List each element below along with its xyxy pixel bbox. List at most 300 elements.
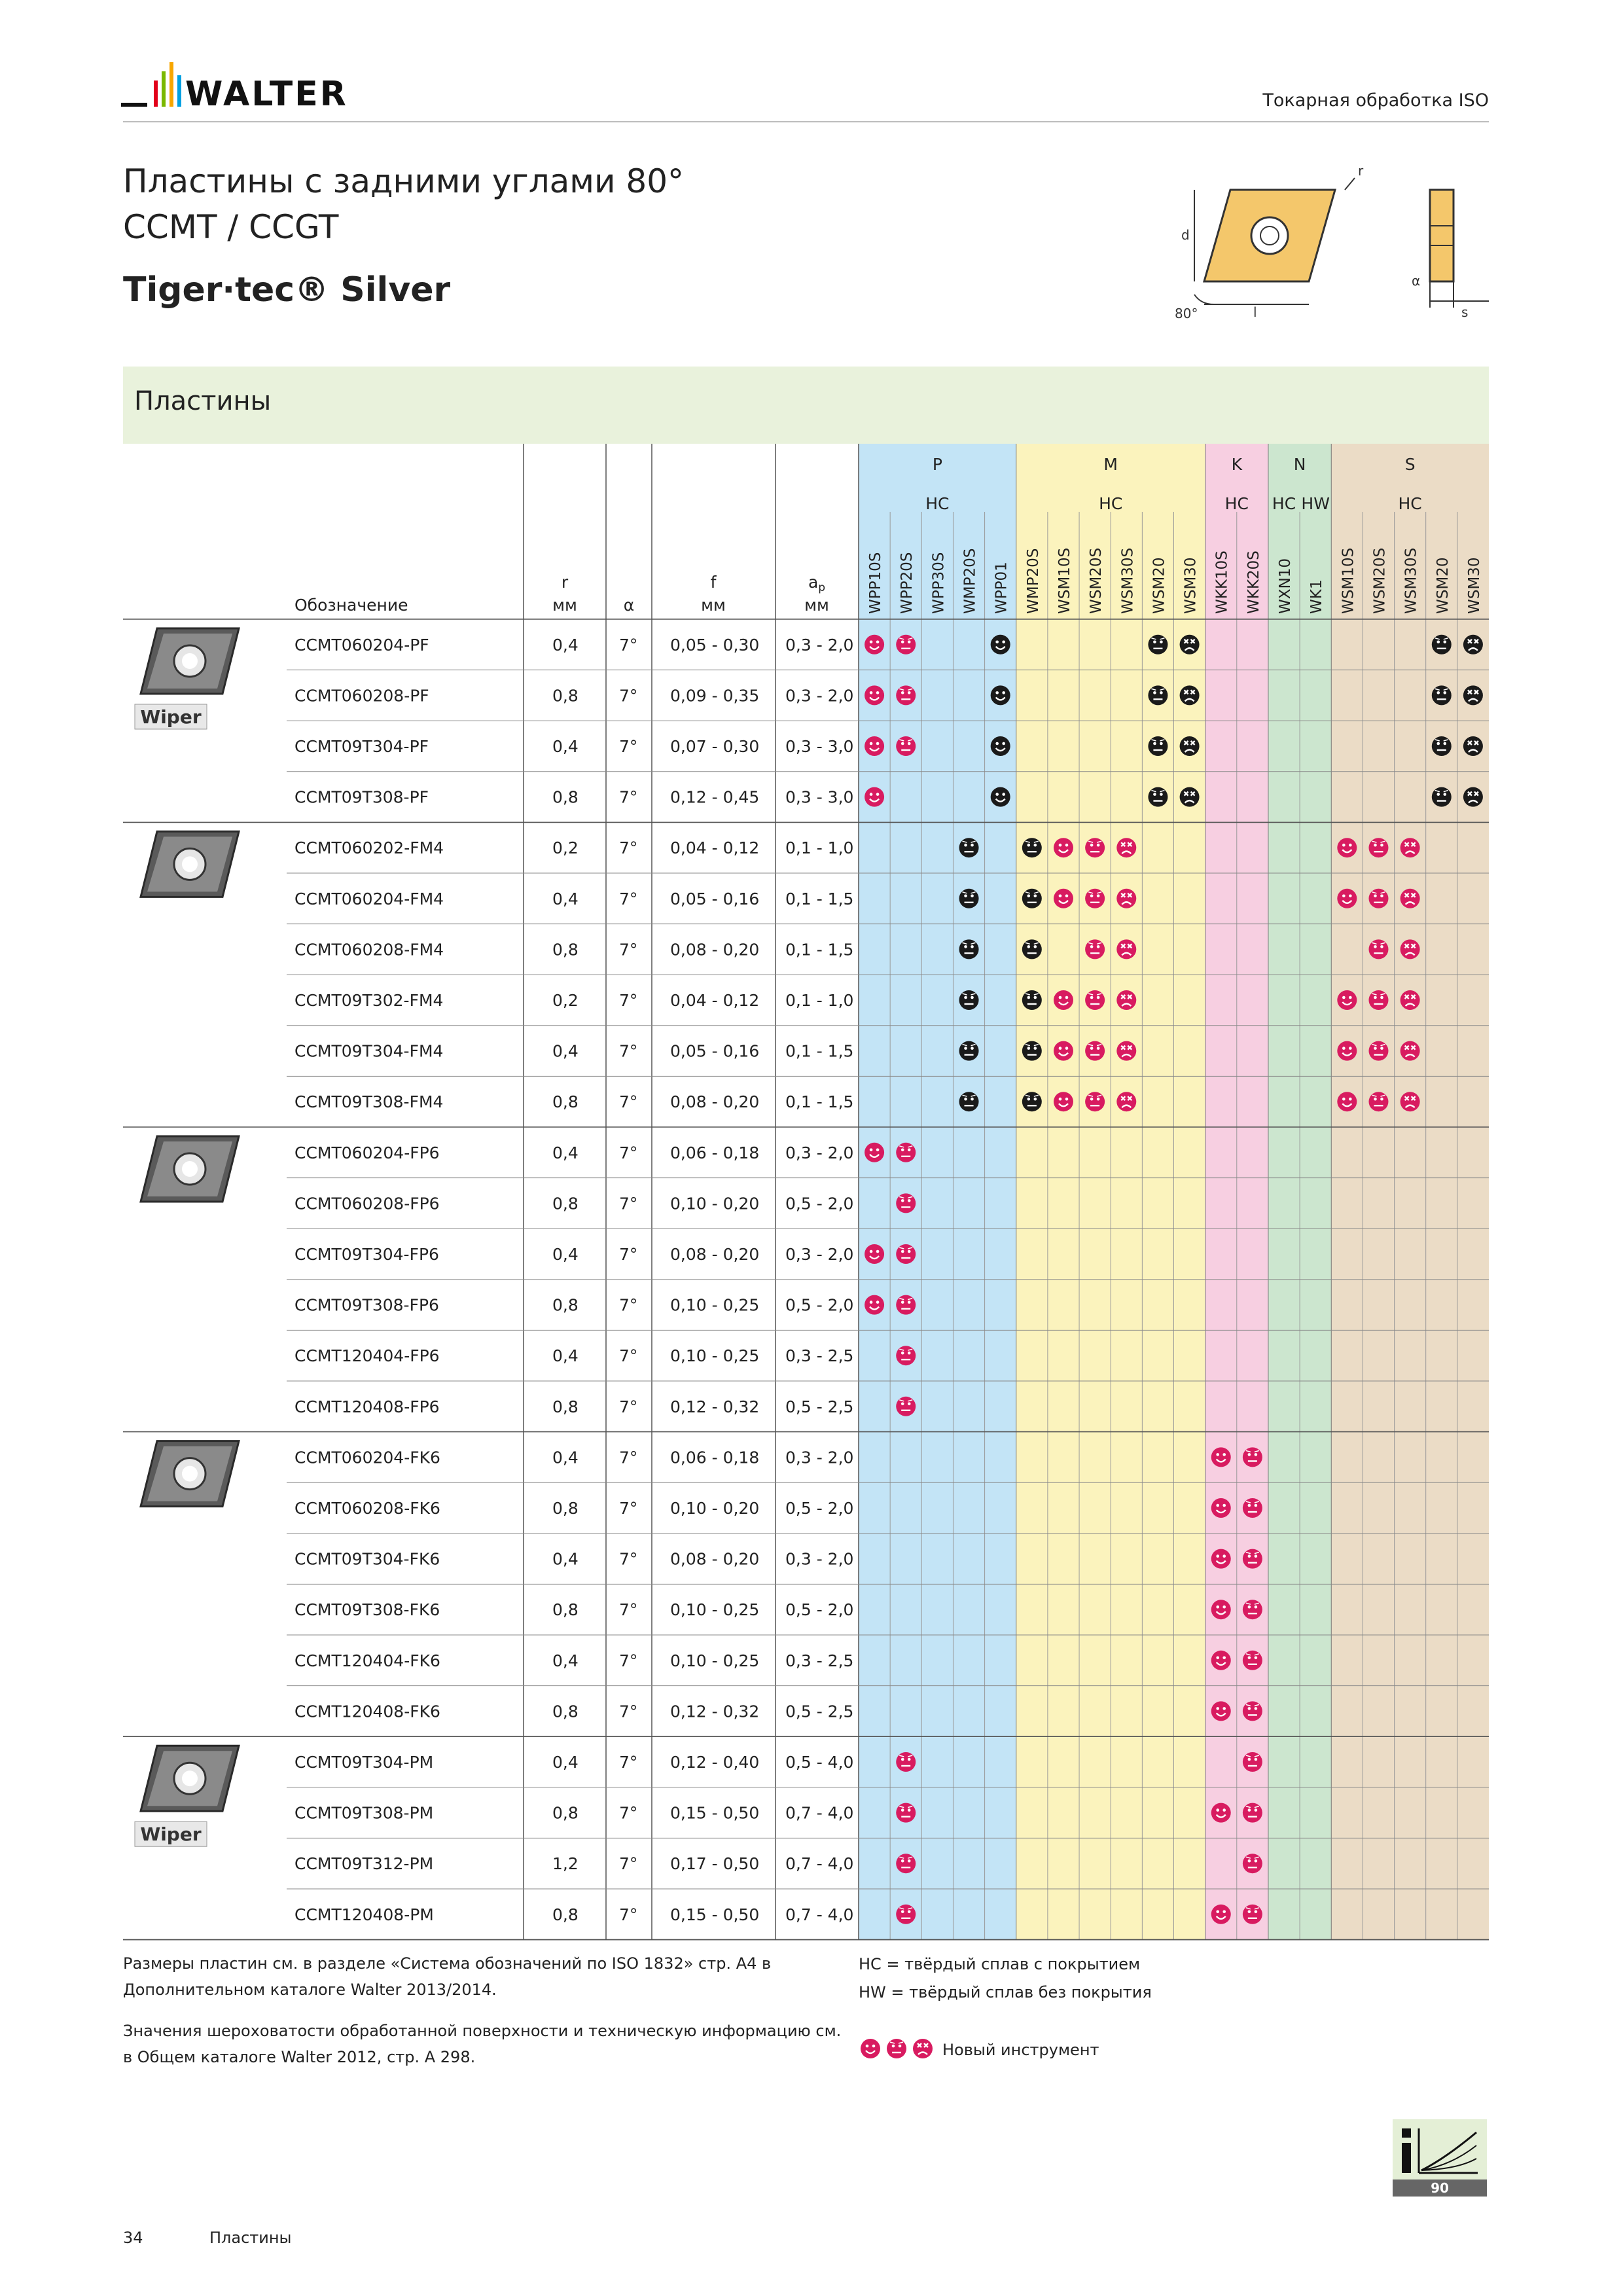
insert-designation: CCMT09T304-PF [294, 737, 429, 756]
page-subtitle: CCMT / CCGT [123, 208, 339, 246]
insert-designation: CCMT060208-PF [294, 686, 429, 706]
feed-range: 0,07 - 0,30 [670, 737, 760, 756]
smiley-medium-icon [896, 635, 916, 655]
insert-designation: CCMT120404-FP6 [294, 1346, 440, 1366]
feed-range: 0,10 - 0,25 [670, 1295, 760, 1315]
radius-value: 0,4 [552, 635, 579, 655]
smiley-hard-icon [1400, 889, 1420, 908]
grade-name: WSM30 [1465, 557, 1483, 614]
alpha-value: 7° [619, 1346, 638, 1366]
grade-name: WSM10S [1340, 547, 1357, 614]
smiley-easy-icon [1337, 1092, 1357, 1111]
smiley-medium-icon [896, 1143, 916, 1162]
radius-value: 0,8 [552, 1295, 579, 1315]
insert-designation: CCMT120408-FK6 [294, 1702, 440, 1721]
product-line-title: Tiger·tec® Silver [123, 270, 451, 310]
depth-range: 0,5 - 2,0 [785, 1295, 854, 1315]
diagram-s-label: s [1461, 304, 1469, 320]
table-row [294, 1143, 916, 1162]
depth-range: 0,3 - 2,5 [785, 1346, 854, 1366]
alpha-value: 7° [619, 1651, 638, 1670]
smiley-easy-icon [1337, 838, 1357, 857]
smiley-easy-icon [865, 787, 884, 807]
section-title: Пластины [134, 386, 272, 416]
smiley-hard-icon [1116, 990, 1136, 1010]
insert-designation: CCMT09T308-FM4 [294, 1092, 444, 1112]
smiley-medium-icon [887, 2039, 906, 2058]
smiley-easy-icon [991, 787, 1010, 807]
smiley-hard-icon [913, 2039, 933, 2058]
group-sub: HC [1099, 494, 1123, 513]
radius-value: 0,4 [552, 1245, 579, 1264]
grade-name: WPP01 [993, 562, 1010, 614]
smiley-medium-icon [1368, 939, 1388, 959]
smiley-medium-icon [896, 736, 916, 756]
smiley-easy-icon [1337, 889, 1357, 908]
smiley-medium-icon [896, 685, 916, 705]
new-tool-icons [859, 2036, 937, 2062]
smiley-medium-icon [1243, 1803, 1262, 1823]
diagram-r-label: r [1358, 164, 1364, 179]
feed-range: 0,12 - 0,40 [670, 1753, 760, 1772]
radius-value: 0,4 [552, 1143, 579, 1162]
insert-designation: CCMT09T304-FM4 [294, 1041, 444, 1061]
smiley-medium-icon [959, 889, 979, 908]
smiley-hard-icon [1463, 787, 1483, 807]
radius-value: 0,4 [552, 1549, 579, 1569]
feed-range: 0,08 - 0,20 [670, 1245, 760, 1264]
smiley-medium-icon [959, 939, 979, 959]
smiley-medium-icon [896, 1244, 916, 1264]
depth-range: 0,7 - 4,0 [785, 1803, 854, 1823]
depth-range: 0,3 - 2,0 [785, 1143, 854, 1162]
group-column-bg [1331, 444, 1489, 1940]
col-header-f-unit: мм [701, 596, 726, 615]
smiley-medium-icon [896, 1854, 916, 1873]
smiley-easy-icon [861, 2039, 880, 2058]
legend-hw: HW = твёрдый сплав без покрытия [859, 1983, 1152, 2001]
feed-range: 0,12 - 0,45 [670, 787, 760, 807]
page-number: 34 [123, 2229, 143, 2247]
smiley-hard-icon [1400, 1092, 1420, 1111]
smiley-hard-icon [1400, 1041, 1420, 1061]
depth-range: 0,5 - 2,5 [785, 1702, 854, 1721]
insert-designation: CCMT060208-FM4 [294, 940, 444, 960]
legend-new-tool: Новый инструмент [942, 2041, 1099, 2059]
diagram-angle-label: 80° [1175, 306, 1198, 321]
feed-range: 0,10 - 0,25 [670, 1600, 760, 1620]
smiley-hard-icon [1400, 939, 1420, 959]
alpha-value: 7° [619, 940, 638, 960]
feed-range: 0,10 - 0,25 [670, 1651, 760, 1670]
depth-range: 0,3 - 3,0 [785, 737, 854, 756]
radius-value: 0,2 [552, 838, 579, 858]
smiley-medium-icon [896, 1397, 916, 1416]
footnote-dimensions: Размеры пластин см. в разделе «Система обозначений по ISO 1832» стр. A4 в Дополнительном каталоге Walter 2013/2014. [123, 1954, 772, 1999]
smiley-medium-icon [896, 1193, 916, 1213]
depth-range: 0,7 - 4,0 [785, 1905, 854, 1924]
feed-range: 0,06 - 0,18 [670, 1448, 760, 1467]
smiley-medium-icon [1243, 1752, 1262, 1772]
smiley-medium-icon [1243, 1447, 1262, 1467]
smiley-easy-icon [1211, 1803, 1231, 1823]
insert-dimension-diagram [1168, 164, 1489, 327]
radius-value: 0,8 [552, 1092, 579, 1112]
insert-image [141, 628, 239, 694]
depth-range: 0,3 - 2,0 [785, 1245, 854, 1264]
insert-designation: CCMT09T304-PM [294, 1753, 434, 1772]
insert-designation: CCMT09T304-FK6 [294, 1549, 440, 1569]
smiley-medium-icon [1368, 990, 1388, 1010]
feed-range: 0,05 - 0,30 [670, 635, 760, 655]
footnote-roughness: Значения шероховатости обработанной поверхности и техническую информацию см. в Общем каталоге Walter 2012, стр. A 298. [123, 2022, 842, 2066]
feed-range: 0,08 - 0,20 [670, 1549, 760, 1569]
table-row [294, 1193, 916, 1213]
depth-range: 0,3 - 2,0 [785, 635, 854, 655]
insert-designation: CCMT060202-FM4 [294, 838, 444, 858]
grade-name: WSM20S [1371, 547, 1389, 614]
smiley-medium-icon [1022, 1041, 1042, 1061]
insert-image [141, 1746, 239, 1811]
radius-value: 0,4 [552, 1346, 579, 1366]
smiley-easy-icon [865, 685, 884, 705]
insert-designation: CCMT09T308-PM [294, 1803, 434, 1823]
table-row [294, 1244, 916, 1264]
depth-range: 0,1 - 1,5 [785, 940, 854, 960]
smiley-medium-icon [1243, 1701, 1262, 1721]
smiley-easy-icon [1337, 1041, 1357, 1061]
smiley-hard-icon [1180, 685, 1200, 705]
insert-image [141, 1441, 239, 1507]
diagram-d-label: d [1181, 227, 1190, 243]
depth-range: 0,7 - 4,0 [785, 1854, 854, 1874]
smiley-hard-icon [1400, 990, 1420, 1010]
alpha-value: 7° [619, 1092, 638, 1112]
depth-range: 0,1 - 1,5 [785, 1041, 854, 1061]
inserts-table [123, 444, 1489, 1946]
radius-value: 0,8 [552, 1905, 579, 1924]
smiley-medium-icon [1432, 736, 1452, 756]
smiley-hard-icon [1180, 787, 1200, 807]
depth-range: 0,5 - 2,5 [785, 1397, 854, 1416]
smiley-easy-icon [1211, 1905, 1231, 1924]
grade-name: WSM20 [1150, 557, 1168, 614]
depth-range: 0,1 - 1,5 [785, 1092, 854, 1112]
radius-value: 0,4 [552, 737, 579, 756]
feed-range: 0,10 - 0,20 [670, 1194, 760, 1213]
grade-name: WMP20S [1024, 548, 1042, 614]
grade-name: WPP20S [899, 552, 916, 614]
alpha-value: 7° [619, 737, 638, 756]
smiley-medium-icon [1368, 889, 1388, 908]
col-header-designation: Обозначение [294, 596, 408, 615]
depth-range: 0,5 - 2,0 [785, 1499, 854, 1518]
group-sub: HW [1301, 494, 1330, 513]
radius-value: 0,4 [552, 1651, 579, 1670]
diagram-l-label: l [1253, 304, 1257, 320]
feed-range: 0,12 - 0,32 [670, 1702, 760, 1721]
depth-range: 0,3 - 2,0 [785, 1448, 854, 1467]
wiper-label: Wiper [140, 1823, 202, 1846]
grade-name: WSM30S [1402, 547, 1420, 614]
smiley-hard-icon [1116, 838, 1136, 857]
radius-value: 0,8 [552, 1803, 579, 1823]
depth-range: 0,1 - 1,0 [785, 838, 854, 858]
smiley-medium-icon [1243, 1905, 1262, 1924]
smiley-easy-icon [865, 1143, 884, 1162]
grade-name: WSM10S [1056, 547, 1073, 614]
feed-range: 0,10 - 0,20 [670, 1499, 760, 1518]
alpha-value: 7° [619, 1803, 638, 1823]
feed-range: 0,04 - 0,12 [670, 991, 760, 1010]
smiley-easy-icon [1054, 1041, 1073, 1061]
smiley-medium-icon [1085, 838, 1105, 857]
radius-value: 0,2 [552, 991, 579, 1010]
alpha-value: 7° [619, 635, 638, 655]
alpha-value: 7° [619, 1143, 638, 1162]
smiley-easy-icon [1211, 1549, 1231, 1569]
header-category: Токарная обработка ISO [1262, 90, 1489, 111]
grade-name: WPP10S [867, 552, 885, 614]
group-sub: HC [925, 494, 950, 513]
insert-designation: CCMT060204-PF [294, 635, 429, 655]
feed-range: 0,17 - 0,50 [670, 1854, 760, 1874]
insert-designation: CCMT09T308-PF [294, 787, 429, 807]
smiley-easy-icon [991, 736, 1010, 756]
smiley-hard-icon [1463, 635, 1483, 655]
grade-name: WMP20S [961, 548, 979, 614]
feed-range: 0,15 - 0,50 [670, 1803, 760, 1823]
insert-designation: CCMT120408-FP6 [294, 1397, 440, 1416]
smiley-medium-icon [1022, 1092, 1042, 1111]
smiley-medium-icon [1368, 1092, 1388, 1111]
smiley-medium-icon [1243, 1498, 1262, 1518]
col-header-alpha: α [623, 596, 635, 615]
depth-range: 0,5 - 2,0 [785, 1600, 854, 1620]
group-letter: M [1103, 455, 1118, 474]
col-header-f: f [710, 573, 717, 592]
alpha-value: 7° [619, 1245, 638, 1264]
smiley-easy-icon [1054, 1092, 1073, 1111]
depth-range: 0,5 - 2,0 [785, 1194, 854, 1213]
alpha-value: 7° [619, 1448, 638, 1467]
feed-range: 0,10 - 0,25 [670, 1346, 760, 1366]
radius-value: 0,8 [552, 1194, 579, 1213]
smiley-medium-icon [1432, 635, 1452, 655]
alpha-value: 7° [619, 838, 638, 858]
insert-designation: CCMT060204-FP6 [294, 1143, 440, 1162]
col-header-r: r [561, 573, 569, 592]
diagram-alpha-label: α [1412, 273, 1421, 289]
smiley-medium-icon [1368, 1041, 1388, 1061]
smiley-hard-icon [1116, 1092, 1136, 1111]
alpha-value: 7° [619, 1499, 638, 1518]
grade-name: WSM30 [1182, 557, 1200, 614]
alpha-value: 7° [619, 1194, 638, 1213]
smiley-medium-icon [1085, 1041, 1105, 1061]
footer-section: Пластины [209, 2229, 292, 2247]
alpha-value: 7° [619, 1295, 638, 1315]
insert-designation: CCMT09T308-FK6 [294, 1600, 440, 1620]
smiley-easy-icon [1211, 1498, 1231, 1518]
alpha-value: 7° [619, 1397, 638, 1416]
grade-name: WSM20 [1434, 557, 1452, 614]
smiley-medium-icon [1148, 736, 1168, 756]
alpha-value: 7° [619, 991, 638, 1010]
depth-range: 0,5 - 4,0 [785, 1753, 854, 1772]
smiley-easy-icon [1337, 990, 1357, 1010]
insert-image [141, 1136, 239, 1202]
smiley-medium-icon [1085, 1092, 1105, 1111]
alpha-value: 7° [619, 1753, 638, 1772]
feed-range: 0,12 - 0,32 [670, 1397, 760, 1416]
depth-range: 0,3 - 2,0 [785, 686, 854, 706]
radius-value: 0,8 [552, 1397, 579, 1416]
smiley-medium-icon [1085, 889, 1105, 908]
smiley-medium-icon [1432, 787, 1452, 807]
smiley-medium-icon [959, 1092, 979, 1111]
smiley-easy-icon [991, 635, 1010, 655]
feed-range: 0,05 - 0,16 [670, 1041, 760, 1061]
smiley-easy-icon [865, 635, 884, 655]
smiley-hard-icon [1116, 889, 1136, 908]
smiley-hard-icon [1116, 1041, 1136, 1061]
feed-range: 0,05 - 0,16 [670, 889, 760, 908]
smiley-medium-icon [1022, 990, 1042, 1010]
feed-range: 0,09 - 0,35 [670, 686, 760, 706]
feed-range: 0,08 - 0,20 [670, 1092, 760, 1112]
smiley-medium-icon [896, 1803, 916, 1823]
smiley-hard-icon [1463, 736, 1483, 756]
insert-designation: CCMT060204-FK6 [294, 1448, 440, 1467]
info-number: 90 [1431, 2180, 1449, 2196]
radius-value: 0,4 [552, 1753, 579, 1772]
group-sub: HC [1272, 494, 1296, 513]
header-divider [123, 121, 1489, 122]
feed-range: 0,08 - 0,20 [670, 940, 760, 960]
smiley-medium-icon [1085, 990, 1105, 1010]
smiley-medium-icon [959, 838, 979, 857]
wiper-label: Wiper [140, 706, 202, 728]
smiley-medium-icon [1243, 1549, 1262, 1569]
insert-designation: CCMT120404-FK6 [294, 1651, 440, 1670]
radius-value: 0,4 [552, 1041, 579, 1061]
depth-range: 0,3 - 3,0 [785, 787, 854, 807]
smiley-easy-icon [1211, 1701, 1231, 1721]
smiley-medium-icon [1148, 685, 1168, 705]
smiley-easy-icon [1211, 1447, 1231, 1467]
grade-name: WPP30S [930, 552, 948, 614]
radius-value: 0,8 [552, 1702, 579, 1721]
wiper-badge [135, 704, 207, 729]
smiley-medium-icon [1432, 685, 1452, 705]
grade-name: WK1 [1308, 579, 1326, 614]
walter-logo [121, 62, 402, 115]
group-letter: K [1231, 455, 1243, 474]
grade-legend [859, 1950, 1152, 2007]
info-chart-icon [1393, 2119, 1487, 2197]
depth-range: 0,1 - 1,0 [785, 991, 854, 1010]
col-header-ap: $a_p$ [808, 573, 826, 594]
insert-designation: CCMT060208-FP6 [294, 1194, 440, 1213]
alpha-value: 7° [619, 1600, 638, 1620]
smiley-medium-icon [1022, 838, 1042, 857]
smiley-easy-icon [1211, 1651, 1231, 1670]
feed-range: 0,15 - 0,50 [670, 1905, 760, 1924]
insert-designation: CCMT09T308-FP6 [294, 1295, 439, 1315]
insert-designation: CCMT060204-FM4 [294, 889, 444, 908]
table-row [294, 1397, 916, 1416]
legend-hc: HC = твёрдый сплав с покрытием [859, 1955, 1141, 1973]
radius-value: 0,8 [552, 686, 579, 706]
smiley-hard-icon [1400, 838, 1420, 857]
smiley-medium-icon [896, 1295, 916, 1315]
insert-designation: CCMT09T312-PM [294, 1854, 434, 1874]
smiley-medium-icon [1243, 1651, 1262, 1670]
table-row [294, 1295, 916, 1315]
insert-designation: CCMT09T302-FM4 [294, 991, 444, 1010]
feed-range: 0,06 - 0,18 [670, 1143, 760, 1162]
smiley-medium-icon [959, 990, 979, 1010]
group-letter: P [932, 455, 942, 474]
smiley-easy-icon [991, 685, 1010, 705]
radius-value: 0,8 [552, 1600, 579, 1620]
radius-value: 1,2 [552, 1854, 579, 1874]
smiley-easy-icon [865, 1244, 884, 1264]
grade-name: WKK10S [1213, 550, 1231, 614]
alpha-value: 7° [619, 889, 638, 908]
smiley-easy-icon [1054, 990, 1073, 1010]
smiley-easy-icon [1054, 889, 1073, 908]
smiley-medium-icon [1148, 787, 1168, 807]
radius-value: 0,4 [552, 889, 579, 908]
smiley-medium-icon [1148, 635, 1168, 655]
smiley-medium-icon [1022, 889, 1042, 908]
grade-name: WSM20S [1088, 547, 1105, 614]
depth-range: 0,3 - 2,0 [785, 1549, 854, 1569]
smiley-medium-icon [896, 1905, 916, 1924]
smiley-medium-icon [1368, 838, 1388, 857]
smiley-medium-icon [959, 1041, 979, 1061]
grade-name: WKK20S [1245, 550, 1262, 614]
smiley-easy-icon [865, 736, 884, 756]
insert-designation: CCMT060208-FK6 [294, 1499, 440, 1518]
group-sub: HC [1398, 494, 1422, 513]
grade-name: WXN10 [1277, 558, 1294, 614]
wiper-badge [135, 1821, 207, 1846]
alpha-value: 7° [619, 1549, 638, 1569]
group-column-bg [859, 444, 1016, 1940]
smiley-hard-icon [1463, 685, 1483, 705]
smiley-hard-icon [1180, 635, 1200, 655]
insert-image [141, 831, 239, 897]
alpha-value: 7° [619, 1905, 638, 1924]
smiley-hard-icon [1116, 939, 1136, 959]
depth-range: 0,3 - 2,5 [785, 1651, 854, 1670]
radius-value: 0,4 [552, 1448, 579, 1467]
radius-value: 0,8 [552, 787, 579, 807]
insert-designation: CCMT09T304-FP6 [294, 1245, 439, 1264]
alpha-value: 7° [619, 1041, 638, 1061]
alpha-value: 7° [619, 787, 638, 807]
alpha-value: 7° [619, 1702, 638, 1721]
smiley-easy-icon [865, 1295, 884, 1315]
page-title: Пластины с задними углами 80° [123, 162, 685, 200]
smiley-medium-icon [1085, 939, 1105, 959]
radius-value: 0,8 [552, 940, 579, 960]
feed-range: 0,04 - 0,12 [670, 838, 760, 858]
smiley-medium-icon [1243, 1854, 1262, 1873]
